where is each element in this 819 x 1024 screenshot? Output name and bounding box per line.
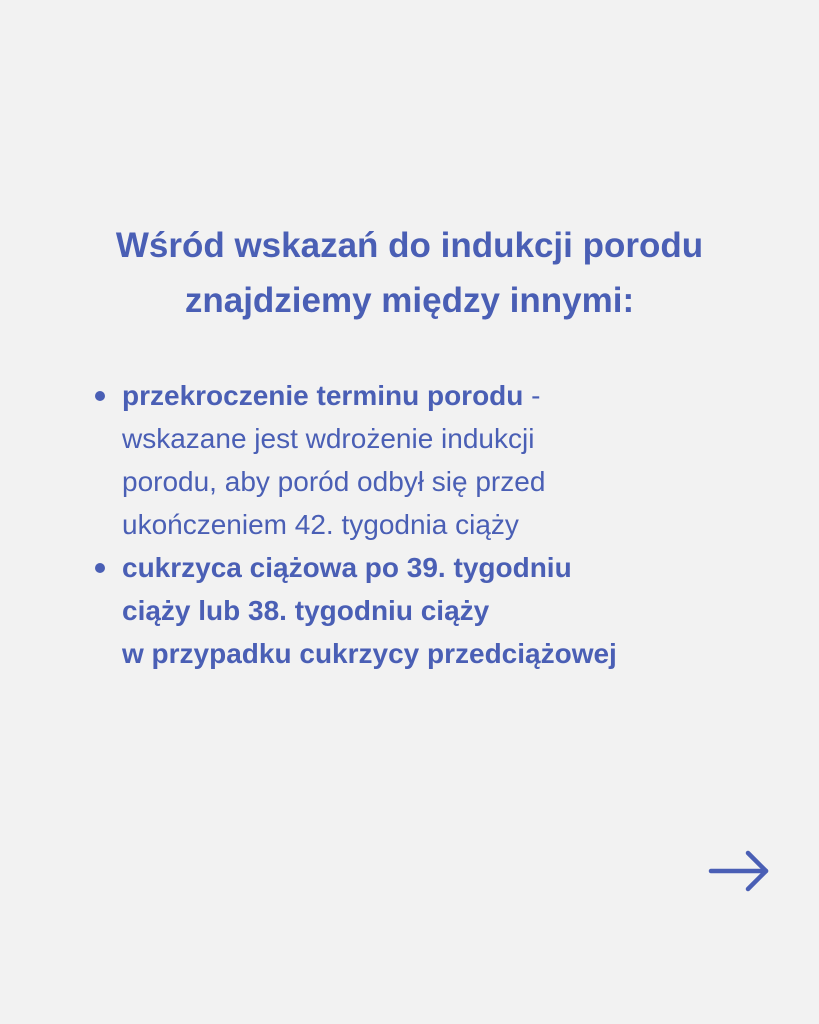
arrow-right-icon — [708, 848, 772, 894]
bullet-2-line-2: ciąży lub 38. tygodniu ciąży — [122, 595, 490, 626]
bullet-1-separator: - — [523, 380, 541, 411]
bullet-2-line-3: w przypadku cukrzycy przedciążowej — [122, 638, 617, 669]
list-item — [92, 546, 782, 675]
bullet-1-line-4: ukończeniem 42. tygodnia ciąży — [122, 509, 519, 540]
bullet-2-line-1: cukrzyca ciążowa po 39. tygodniu — [122, 552, 572, 583]
bullet-dot-icon — [95, 391, 105, 401]
page-heading — [40, 218, 779, 328]
bullet-1-line-2: wskazane jest wdrożenie indukcji — [122, 423, 535, 454]
bullet-dot-icon — [95, 563, 105, 573]
bullet-1-first-line — [122, 374, 782, 417]
bullet-1-line-3: porodu, aby poród odbył się przed — [122, 466, 546, 497]
bullet-1-lead: przekroczenie terminu porodu — [122, 380, 524, 411]
heading-line-2: znajdziemy między innymi: — [184, 281, 635, 320]
next-slide-button[interactable] — [708, 848, 772, 894]
indications-list — [92, 374, 782, 675]
list-item — [92, 374, 782, 546]
heading-line-1: Wśród wskazań do indukcji porodu — [115, 226, 704, 265]
